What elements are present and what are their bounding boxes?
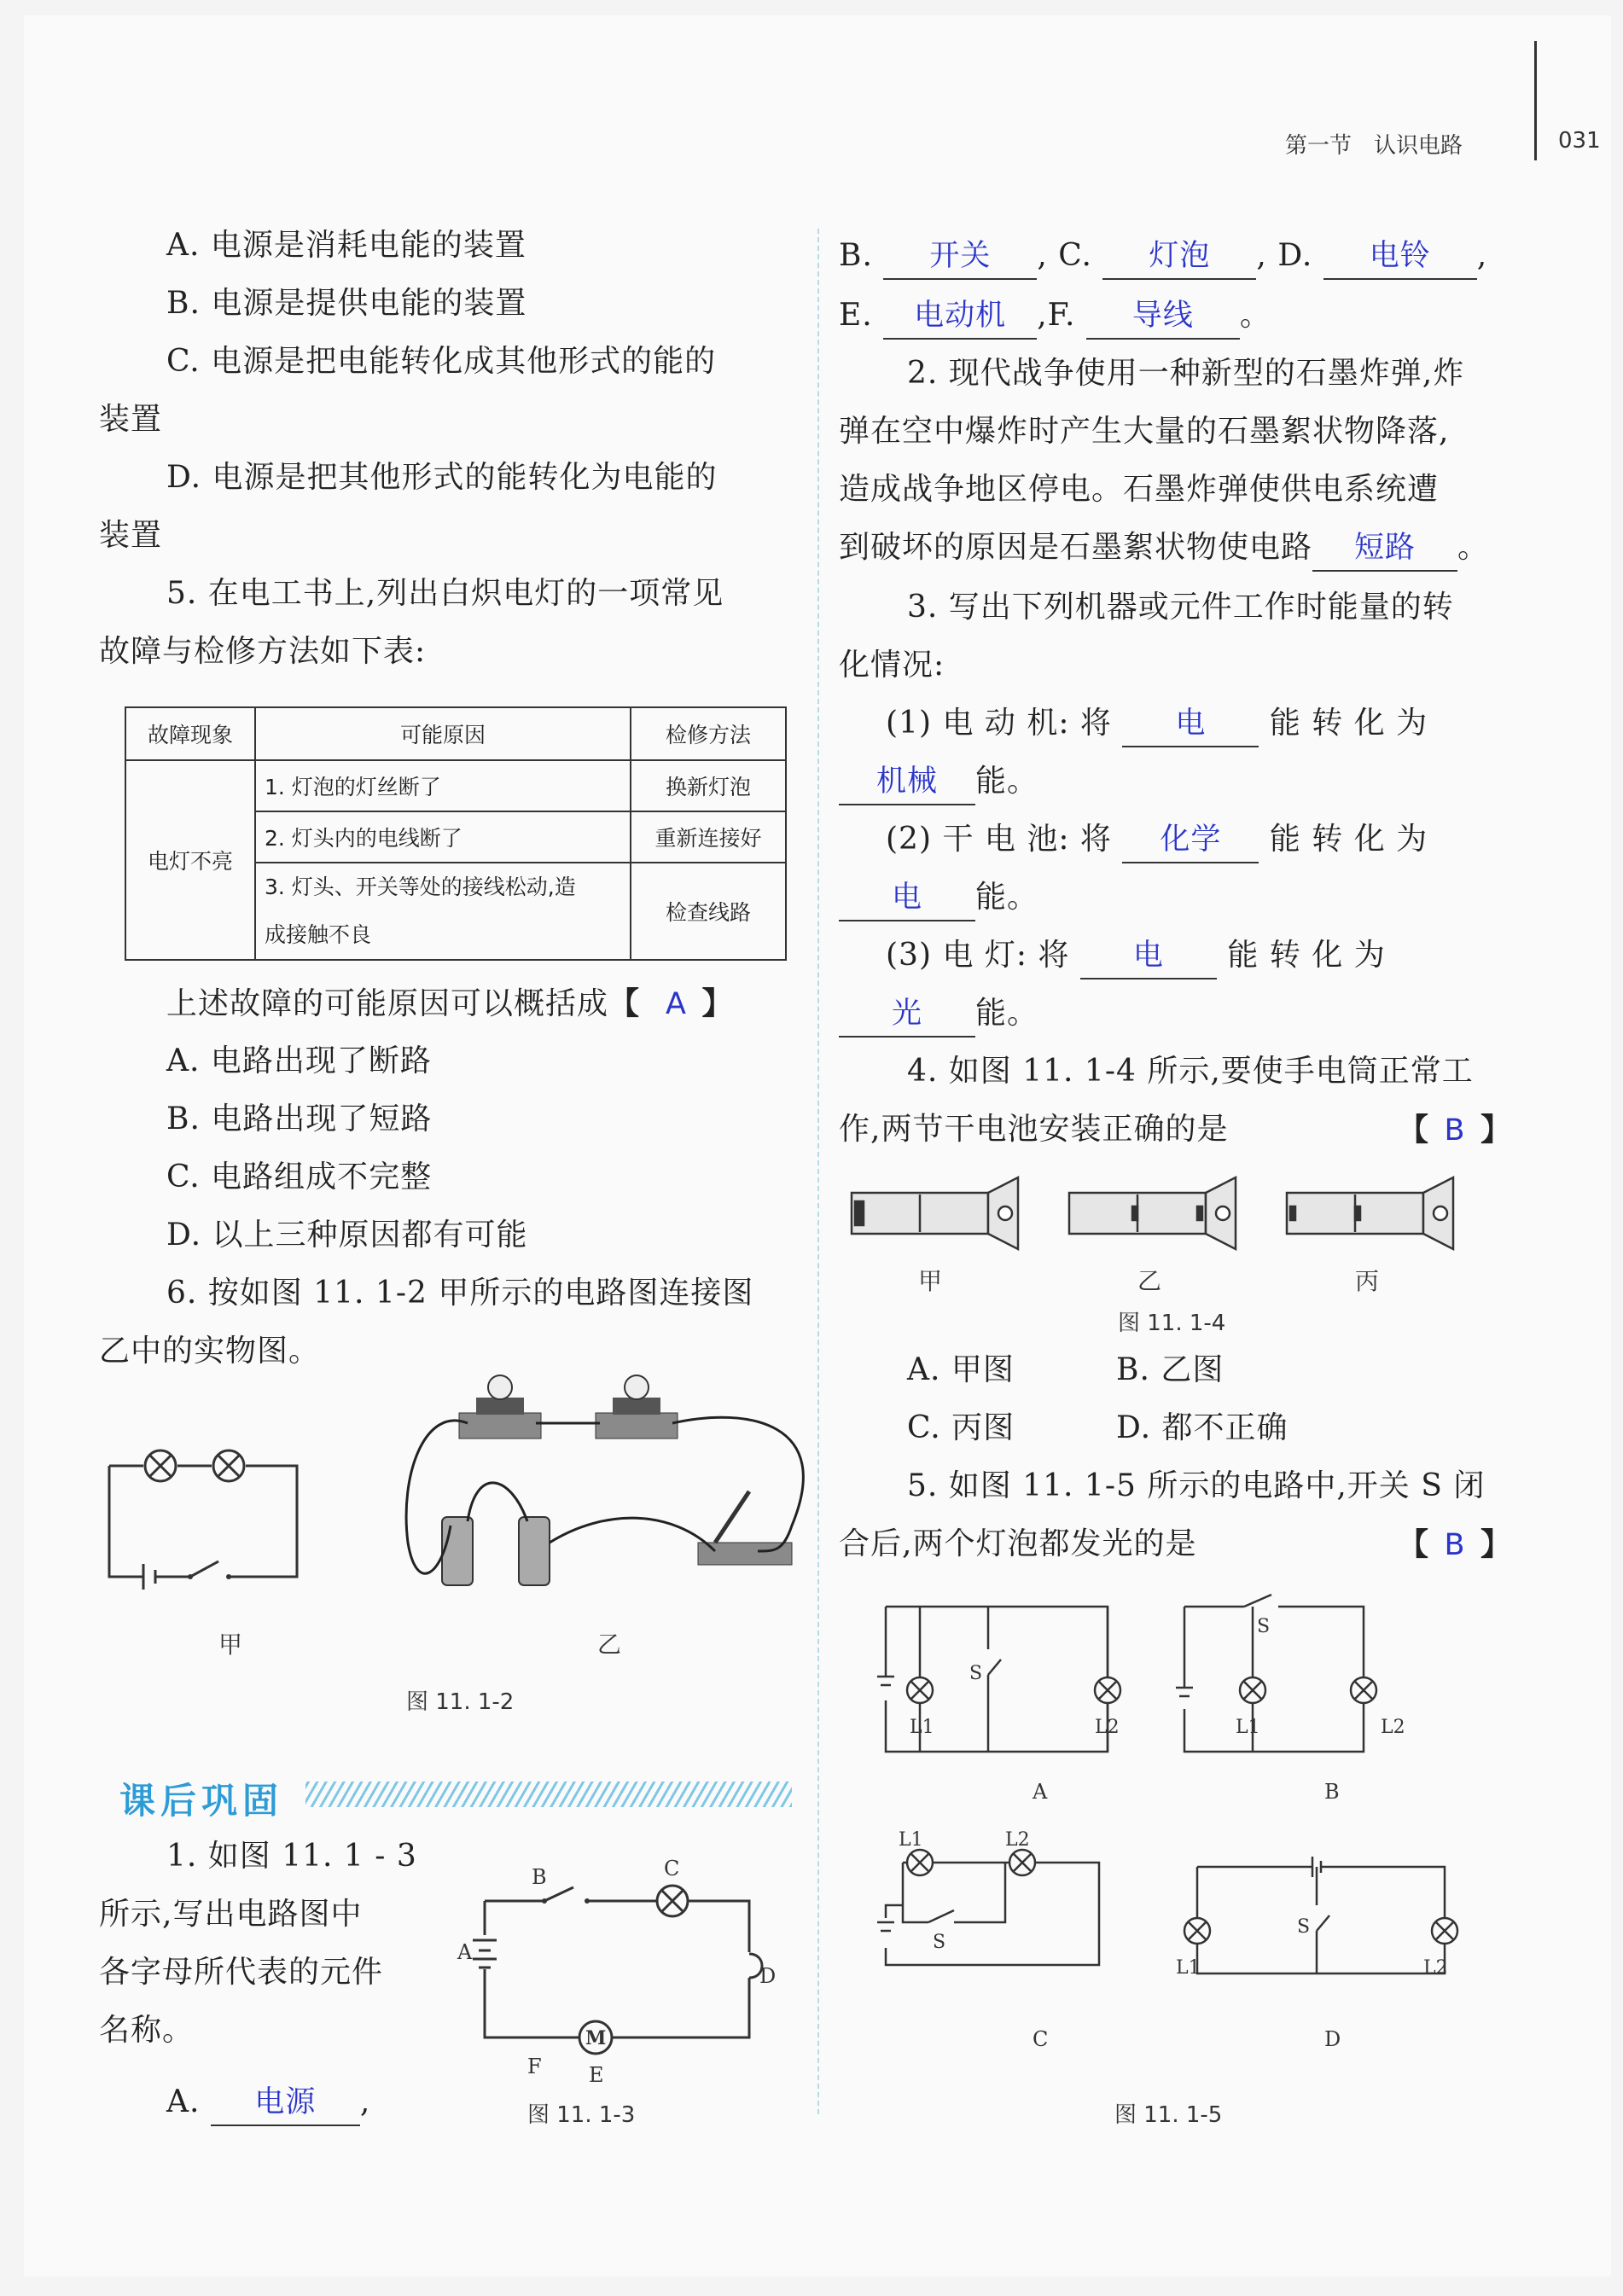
- c1-e-label: E.: [839, 298, 873, 333]
- bulb-holder-left: [459, 1375, 541, 1439]
- circuit-label-c: C: [1033, 2027, 1049, 2051]
- c1-e-answer: 电动机: [883, 297, 1037, 340]
- fig4-label-yi: 乙: [1137, 1267, 1162, 1295]
- fig2-label-yi: 乙: [597, 1630, 622, 1659]
- lamp-symbol-l2: L2: [1005, 1829, 1030, 1851]
- c4-option-c: C. 丙图: [907, 1410, 1015, 1445]
- c3-item-2-from: 化学: [1122, 821, 1259, 863]
- running-header: [1285, 128, 1601, 160]
- switch-symbol: S: [969, 1663, 983, 1684]
- c3-item-3: [886, 927, 1386, 985]
- switch-contact: [188, 1574, 193, 1579]
- c1-f-answer: 导线: [1086, 297, 1240, 340]
- fig4-label-bing: 丙: [1355, 1267, 1380, 1295]
- figure-11-1-2-schematic: [92, 1415, 348, 1594]
- circuit-c: [877, 1863, 1099, 1965]
- c3-line-1: 3. 写出下列机器或元件工作时能量的转: [907, 590, 1454, 625]
- c4-line-1: 4. 如图 11. 1-4 所示,要使手电筒正常工: [907, 1054, 1474, 1089]
- lamp-icon: [1240, 1677, 1265, 1703]
- fig3-letter-d: D: [759, 1964, 777, 1988]
- fig3-letter-a: A: [457, 1940, 473, 1964]
- c2-line-2: 弹在空中爆炸时产生大量的石墨絮状物降落,: [839, 414, 1450, 449]
- c3-mid-text: 能 转 化 为: [1227, 938, 1386, 973]
- c2-answer: 短路: [1312, 529, 1457, 572]
- c3-item-3-to: 光: [839, 995, 975, 1038]
- textbook-page: [24, 15, 1611, 2276]
- lamp-icon: [1095, 1677, 1120, 1703]
- table-header: 故障现象: [125, 707, 255, 760]
- fault-table: [125, 706, 787, 961]
- c1-b-label: B.: [839, 238, 873, 273]
- lamp-symbol-l1: L1: [910, 1717, 934, 1738]
- q4-option-a: A. 电源是消耗电能的装置: [166, 228, 526, 263]
- section-title-header: 第一节 认识电路: [1285, 133, 1463, 159]
- c3-item-1-label: (1) 电 动 机: 将: [886, 706, 1112, 741]
- lamp-symbol-l1: L1: [1236, 1717, 1260, 1738]
- battery: [442, 1517, 550, 1585]
- c4-answer-bracket: 【 B 】: [1398, 1101, 1512, 1160]
- q4-option-b: B. 电源是提供电能的装置: [166, 286, 527, 321]
- switch-contact: [226, 1574, 231, 1579]
- c2-line-4-text: 到破坏的原因是石墨絮状物使电路: [839, 530, 1313, 565]
- q4-option-c: C. 电源是把电能转化成其他形式的能的: [166, 344, 717, 379]
- circuit-label-a: A: [1033, 1780, 1048, 1804]
- c1-line-4: 名称。: [99, 2013, 195, 2048]
- c3-line-2: 化情况:: [839, 648, 945, 683]
- c1-line-1: 1. 如图 11. 1 - 3: [166, 1839, 417, 1874]
- bulb-holder-right: [596, 1375, 678, 1439]
- fig3-caption: 图 11. 1-3: [527, 2102, 636, 2128]
- c5-line-2: 合后,两个灯泡都发光的是: [839, 1526, 1197, 1561]
- c2-line-3: 造成战争地区停电。石墨炸弹使供电系统遭: [839, 472, 1440, 507]
- table-cause-cont: 成接触不良: [265, 922, 372, 947]
- table-header: 可能原因: [255, 707, 631, 760]
- c3-end-text: 能。: [975, 764, 1039, 799]
- circuit-label-d: D: [1324, 2027, 1341, 2051]
- c3-end-text: 能。: [975, 880, 1039, 915]
- c4-option-d: D. 都不正确: [1116, 1410, 1289, 1445]
- q5-option-d: D. 以上三种原因都有可能: [166, 1218, 528, 1253]
- c4-line-2: [839, 1101, 1228, 1159]
- fig2-caption: 图 11. 1-2: [406, 1689, 515, 1715]
- fig3-letter-f: F: [527, 2055, 542, 2078]
- q5-answer: A: [666, 987, 687, 1021]
- fig3-letter-c: C: [664, 1857, 680, 1880]
- lamp-icon: [1351, 1677, 1376, 1703]
- q6-line-2: 乙中的实物图。: [99, 1334, 321, 1369]
- c1-answers-row-1: B. 开关 , C. 灯泡 , D. 电铃 ,: [839, 227, 1487, 285]
- c3-mid-text: 能 转 化 为: [1269, 706, 1428, 741]
- switch-base: [698, 1491, 792, 1565]
- c5-answer-bracket: 【 B 】: [1398, 1515, 1512, 1574]
- fig5-caption: 图 11. 1-5: [1114, 2102, 1223, 2128]
- c1-line-2: 所示,写出电路图中: [99, 1897, 363, 1932]
- fig4-label-jia: 甲: [918, 1267, 943, 1295]
- c3-item-2-to: 电: [839, 879, 975, 921]
- c5-answer: B: [1444, 1528, 1466, 1562]
- c4-answer: B: [1444, 1113, 1466, 1148]
- flashlight-bing: [1287, 1177, 1453, 1249]
- lamp-symbol-l1: L1: [899, 1829, 923, 1851]
- c4-line-2-text: 作,两节干电池安装正确的是: [839, 1112, 1229, 1147]
- q6-line-1: 6. 按如图 11. 1-2 甲所示的电路图连接图: [166, 1276, 754, 1311]
- c1-c-label: C.: [1058, 238, 1092, 273]
- table-cause: 2. 灯头内的电线断了: [255, 811, 631, 863]
- c3-item-1-cont: [839, 753, 1038, 811]
- q5-line-2: 故障与检修方法如下表:: [99, 634, 427, 669]
- c3-end-text: 能。: [975, 996, 1039, 1031]
- c4-option-b: B. 乙图: [1116, 1352, 1225, 1387]
- q5-line-1: 5. 在电工书上,列出白炽电灯的一项常见: [166, 576, 724, 611]
- figure-11-1-3: [416, 1841, 792, 2089]
- table-fix: 换新灯泡: [631, 760, 786, 811]
- switch-symbol: S: [933, 1932, 946, 1953]
- fig3-letter-b: B: [532, 1865, 547, 1889]
- lamp-icon: [1184, 1918, 1210, 1944]
- q4-option-d: D. 电源是把其他形式的能转化为电能的: [166, 460, 718, 495]
- q5-ask: 上述故障的可能原因可以概括成【 A 】: [166, 974, 734, 1033]
- c1-answers-row-2: E. 电动机 ,F. 导线 。: [839, 287, 1271, 345]
- c3-item-3-cont: [839, 985, 1038, 1043]
- table-fix: 检查线路: [631, 863, 786, 960]
- fig5-labels: [1032, 1780, 1341, 2051]
- c1-d-label: D.: [1277, 238, 1313, 273]
- c1-answer-a: A. 电源 ,: [166, 2073, 370, 2131]
- lamp-symbol-l2: L2: [1095, 1717, 1120, 1738]
- switch-contact: [585, 1898, 590, 1904]
- lamp-icon: [1432, 1918, 1457, 1944]
- c3-item-2-cont: [839, 869, 1038, 927]
- figure-11-1-2-photo: [391, 1372, 817, 1611]
- switch-symbol: S: [1297, 1916, 1311, 1938]
- c1-c-answer: 灯泡: [1102, 237, 1256, 280]
- c2-line-1: 2. 现代战争使用一种新型的石墨炸弹,炸: [907, 356, 1465, 391]
- c3-item-1-from: 电: [1122, 705, 1259, 747]
- flashlight-yi: [1069, 1177, 1236, 1249]
- c1-b-answer: 开关: [883, 237, 1037, 280]
- header-divider: [1534, 41, 1537, 160]
- c3-item-1: [886, 695, 1428, 753]
- section-heading: 课后巩固: [119, 1780, 284, 1822]
- lamp-symbol-l2: L2: [1381, 1717, 1405, 1738]
- c1-f-label: F.: [1047, 298, 1076, 333]
- q4-option-d-cont: 装置: [99, 518, 163, 553]
- c4-option-a: A. 甲图: [907, 1352, 1015, 1387]
- figure-11-1-5: [877, 1581, 1492, 2067]
- fig4-caption: 图 11. 1-4: [1118, 1311, 1226, 1336]
- c3-item-1-to: 机械: [839, 763, 975, 805]
- c1-a-label: A.: [166, 2084, 201, 2119]
- c5-line-1: 5. 如图 11. 1-5 所示的电路中,开关 S 闭: [907, 1468, 1486, 1503]
- q5-option-a: A. 电路出现了断路: [166, 1043, 432, 1078]
- c3-item-3-from: 电: [1080, 937, 1217, 979]
- fig5-symbols: [899, 1616, 1448, 1979]
- c1-line-3: 各字母所代表的元件: [99, 1955, 384, 1990]
- lamp-symbol-l2: L2: [1423, 1957, 1448, 1979]
- lamp-icon: [907, 1850, 933, 1875]
- table-cause: 3. 灯头、开关等处的接线松动,造: [265, 875, 576, 899]
- table-symptom: 电灯不亮: [125, 760, 255, 960]
- fig3-letter-e: E: [589, 2063, 604, 2087]
- q5-option-b: B. 电路出现了短路: [166, 1101, 433, 1136]
- switch-symbol: S: [1257, 1616, 1271, 1637]
- q5-ask-text: 上述故障的可能原因可以概括成: [166, 986, 609, 1021]
- fig2-label-jia: 甲: [218, 1630, 243, 1659]
- section-heading-stripe: [305, 1782, 792, 1807]
- circuit-label-b: B: [1324, 1780, 1340, 1804]
- c3-mid-text: 能 转 化 为: [1269, 822, 1428, 857]
- q5-option-c: C. 电路组成不完整: [166, 1160, 433, 1195]
- figure-11-1-4: [843, 1167, 1500, 1261]
- lamp-icon: [907, 1677, 933, 1703]
- c1-a-answer: 电源: [211, 2084, 360, 2126]
- table-cause: 1. 灯泡的灯丝断了: [255, 760, 631, 811]
- switch-contact: [542, 1898, 547, 1904]
- c1-d-answer: 电铃: [1323, 237, 1477, 280]
- lamp-icon: [1009, 1850, 1035, 1875]
- motor-symbol: M: [585, 2027, 607, 2049]
- c2-line-4: 到破坏的原因是石墨絮状物使电路 短路 。: [839, 519, 1489, 577]
- column-separator: [817, 229, 819, 2114]
- page-number: 031: [1558, 128, 1601, 154]
- c3-item-3-label: (3) 电 灯: 将: [886, 938, 1070, 973]
- lamp-symbol-l1: L1: [1176, 1957, 1201, 1979]
- table-fix: 重新连接好: [631, 811, 786, 863]
- c3-item-2: [886, 811, 1428, 869]
- c3-item-2-label: (2) 干 电 池: 将: [886, 822, 1112, 857]
- circuit-d: [1197, 1857, 1445, 1973]
- table-header: 检修方法: [631, 707, 786, 760]
- flashlight-jia: [852, 1177, 1018, 1249]
- q4-option-c-cont: 装置: [99, 402, 163, 437]
